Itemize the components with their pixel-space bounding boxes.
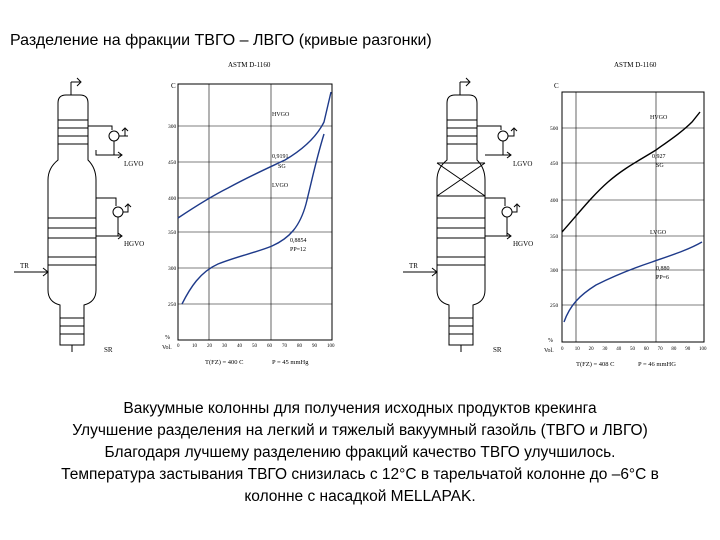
page-title: Разделение на фракции ТВГО – ЛВГО (кривые разгонки)	[10, 32, 432, 49]
side-draw-2-label: HGVO	[124, 240, 145, 248]
caption-line: Температура застывания ТВГО снизилась с 12°С в тарельчатой колонне до –6°С в	[61, 466, 659, 483]
y-tick: 400	[550, 198, 559, 204]
x-tick: 10	[192, 344, 197, 349]
x-tick: 30	[602, 347, 608, 352]
pump-symbol	[113, 207, 123, 217]
x-tick: 90	[685, 347, 691, 352]
right-distillation-chart	[544, 61, 707, 368]
lvgo-curve	[182, 134, 324, 304]
x-tick: 40	[237, 344, 242, 349]
sg-hvgo-value: 0,927	[652, 154, 666, 160]
y-tick: 250	[550, 303, 559, 309]
sg-label: SG	[278, 164, 286, 170]
pour-point-label: PP=6	[656, 275, 670, 281]
column-shell	[48, 95, 96, 345]
y-tick: 300	[168, 124, 177, 130]
sg-lvgo-value: 0,8854	[290, 238, 307, 244]
sg-hvgo-value: 0,9191	[272, 154, 289, 160]
side-draw-1-label: LGVO	[513, 160, 533, 168]
y-tick: 350	[168, 230, 177, 236]
feed-label: TR	[20, 262, 29, 270]
caption-line: Благодаря лучшему разделению фракций качество ТВГО улучшилось.	[104, 444, 616, 461]
y-tick: 450	[168, 160, 177, 166]
y-tick: 450	[550, 161, 559, 167]
x-tick: 80	[671, 347, 677, 352]
caption-line: Вакуумные колонны для получения исходных продуктов крекинга	[123, 400, 597, 417]
x-tick: 60	[267, 344, 272, 349]
hvgo-curve	[178, 92, 331, 218]
lvgo-label: LVGO	[650, 230, 667, 236]
x-unit-label: %	[548, 338, 553, 344]
chart-standard-label: ASTM D-1160	[614, 61, 657, 69]
hvgo-label: HVGO	[650, 115, 668, 121]
cut-temperature: T(FZ) = 408 C	[576, 361, 615, 368]
x-ticks	[561, 347, 707, 352]
y-tick: 300	[168, 266, 177, 272]
hvgo-curve	[562, 112, 700, 232]
bottoms-label: SR	[104, 346, 113, 354]
left-distillation-chart	[162, 61, 335, 366]
feed-label: TR	[409, 262, 418, 270]
side-draw-2-label: HGVO	[513, 240, 534, 248]
x-tick: 40	[616, 347, 622, 352]
chart-standard-label: ASTM D-1160	[228, 61, 271, 69]
x-tick: 70	[282, 344, 287, 349]
y-unit-label: C	[171, 82, 176, 90]
left-column	[14, 78, 144, 354]
x-tick: 0	[177, 344, 180, 349]
caption-line: Улучшение разделения на легкий и тяжелый вакуумный газойль (ТВГО и ЛВГО)	[72, 422, 648, 439]
column-shell	[437, 95, 485, 345]
cut-temperature: T(FZ) = 400 C	[205, 359, 244, 366]
x-unit-label: Vol.	[544, 348, 554, 354]
sg-label: SG	[656, 163, 664, 169]
lvgo-label: LVGO	[272, 183, 289, 189]
y-tick: 400	[168, 196, 177, 202]
x-tick: 80	[297, 344, 302, 349]
sg-lvgo-value: 0,880	[656, 266, 670, 272]
x-tick: 50	[252, 344, 257, 349]
x-tick: 0	[561, 347, 564, 352]
hvgo-label: HVGO	[272, 112, 290, 118]
x-unit-label: %	[165, 335, 170, 341]
right-column	[403, 78, 533, 354]
caption-line: колонне с насадкой MELLAPAK.	[244, 488, 476, 505]
x-tick: 90	[312, 344, 317, 349]
pump-symbol	[498, 131, 508, 141]
y-tick: 500	[550, 126, 559, 132]
x-tick: 100	[699, 347, 707, 352]
caption	[0, 398, 720, 508]
side-draw-1-label: LGVO	[124, 160, 144, 168]
plot-frame	[178, 84, 332, 340]
x-unit-label: Vol.	[162, 345, 172, 351]
x-ticks	[177, 344, 335, 349]
y-tick: 250	[168, 302, 177, 308]
x-tick: 60	[643, 347, 649, 352]
x-tick: 100	[327, 344, 335, 349]
pressure: P = 45 mmHg	[272, 359, 309, 366]
x-tick: 20	[588, 347, 594, 352]
y-unit-label: C	[554, 82, 559, 90]
y-tick: 350	[550, 234, 559, 240]
x-tick: 10	[574, 347, 580, 352]
y-tick: 300	[550, 268, 559, 274]
pressure: P = 46 mmHG	[638, 361, 676, 368]
pump-symbol	[109, 131, 119, 141]
x-tick: 70	[657, 347, 663, 352]
bottoms-label: SR	[493, 346, 502, 354]
pour-point-label: PP=12	[290, 247, 307, 253]
lvgo-curve	[564, 242, 702, 322]
x-tick: 20	[207, 344, 212, 349]
pump-symbol	[502, 207, 512, 217]
x-tick: 30	[222, 344, 227, 349]
x-tick: 50	[630, 347, 635, 352]
